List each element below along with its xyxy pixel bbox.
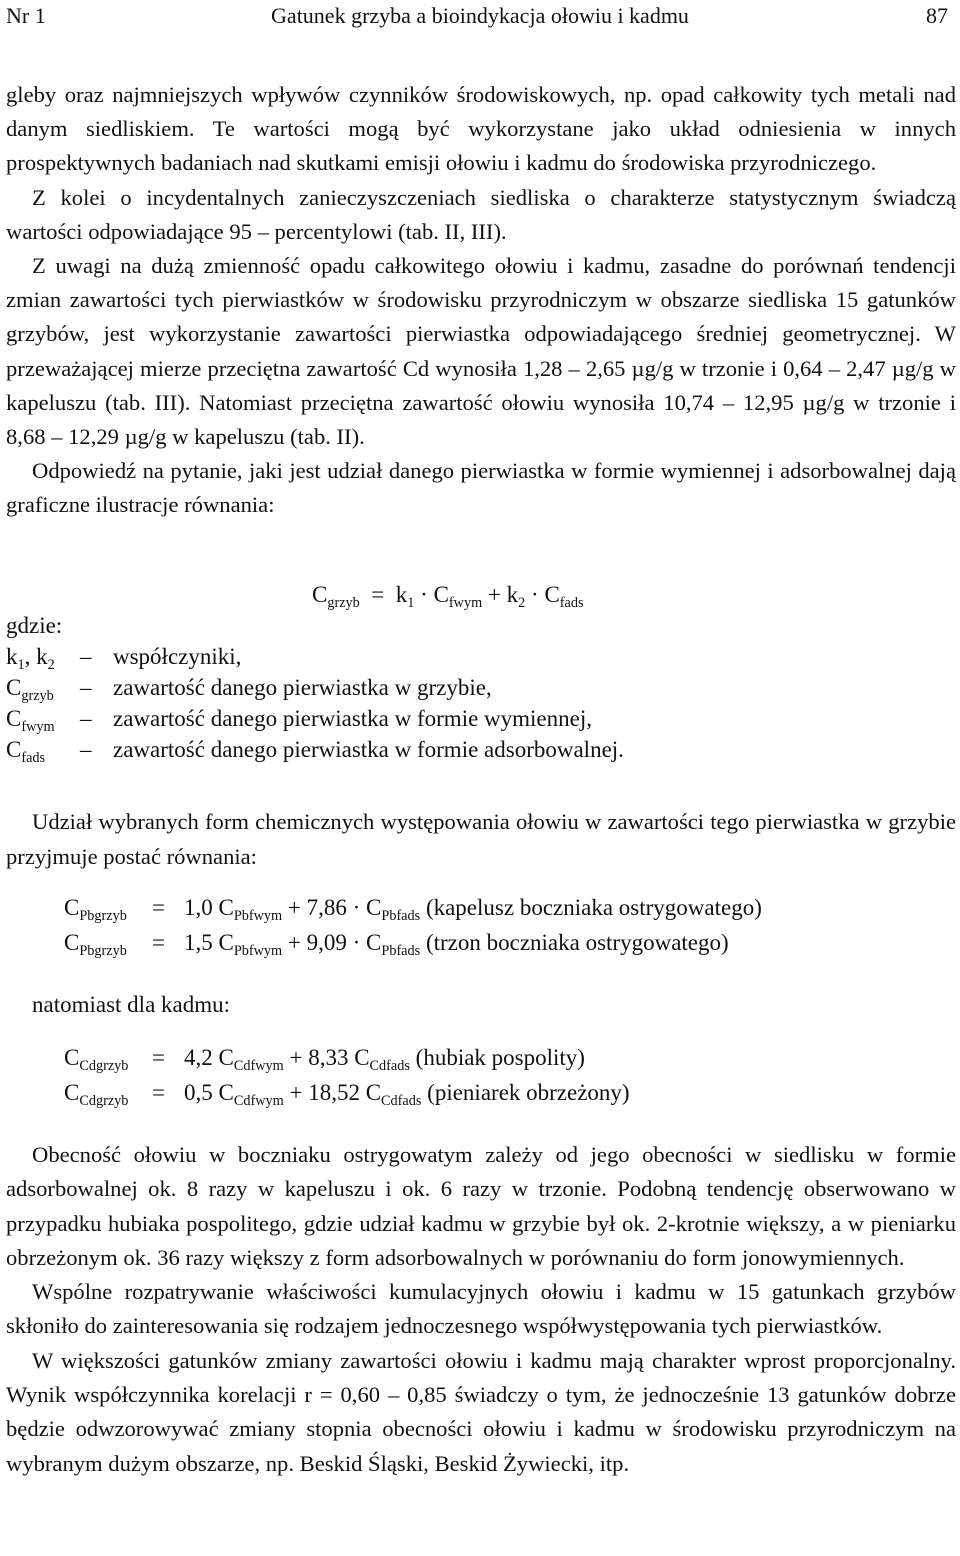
cadmium-intro: natomiast dla kadmu: <box>32 992 231 1017</box>
running-title: Gatunek grzyba a bioindykacja ołowiu i kadmu <box>271 3 689 28</box>
issue-number: Nr 1 <box>6 3 46 28</box>
paragraph: Z kolei o incydentalnych zanieczyszczeniach siedliska o charakterze statystycznym świadczą wartości odpowiadające 95 – percentylowi (tab. II, III). <box>6 184 956 244</box>
paragraph: Udział wybranych form chemicznych występowania ołowiu w zawartości tego pierwiastka w grzybie przyjmuje postać równania: <box>6 809 956 869</box>
page-number: 87 <box>926 3 948 28</box>
paragraph: Odpowiedź na pytanie, jaki jest udział danego pierwiastka w formie wymiennej i adsorbowalnej dają graficzne ilustracje równania: <box>6 458 956 518</box>
body-text-1 <box>6 78 956 523</box>
equation-general: $C_{grzyb} = k_1 \cdot C_{fwym} + k_2 \cdot C_{fads}$ <box>312 582 584 611</box>
paragraph: W większości gatunków zmiany zawartości ołowiu i kadmu mają charakter wprost proporcjonalny. Wynik współczynnika korelacji r = 0,60 – 0,85 świadczy o tym, że jednocześnie 13 gatunków dobrze będzie odwzorowywać zmiany stopnia obecności ołowiu i kadmu w środowisku przyrodniczym na wybranym dużym obszarze, np. Beskid Śląski, Beskid Żywiecki, itp. <box>6 1347 956 1476</box>
paragraph: gleby oraz najmniejszych wpływów czynników środowiskowych, np. opad całkowity tych metali nad danym siedliskiem. Te wartości mogą być wykorzystane jako układ odniesienia w innych prospektywnych badaniach nad skutkami emisji ołowiu i kadmu do środowiska przyrodniczego. <box>6 82 956 176</box>
paragraph: Z uwagi na dużą zmienność opadu całkowitego ołowiu i kadmu, zasadne do porównań tendencji zmian zawartości tych pierwiastków w środowisku przyrodniczym w obszarze siedliska 15 gatunków grzybów, jest wykorzystanie zawartości pierwiastka odpowiadającego średniej geometrycznej. W przeważającej mierze przeciętna zawartość Cd wynosiła 1,28 – 2,65 µg/g w trzonie i 0,64 – 2,47 µg/g w kapeluszu (tab. III). Natomiast przeciętna zawartość ołowiu wynosiła 10,74 – 12,95 µg/g w trzonie i 8,68 – 12,29 µg/g w kapeluszu (tab. II). <box>6 253 956 450</box>
paragraph: Wspólne rozpatrywanie właściwości kumulacyjnych ołowiu i kadmu w 15 gatunkach grzybów skłoniło do zainteresowania się rodzajem jednoczesnego współwystępowania tych pierwiastków. <box>6 1279 956 1339</box>
paragraph: Obecność ołowiu w boczniaku ostrygowatym zależy od jego obecności w siedlisku w formie adsorbowalnej ok. 8 razy w kapeluszu i ok. 6 razy w trzonie. Podobną tendencję obserwowano w przypadku hubiaka pospolitego, gdzie udział kadmu w grzybie był ok. 2-krotnie większy, a w pieniarku obrzeżonym ok. 36 razy większy z form adsorbowalnych w porównaniu do form jonowymiennych. <box>6 1142 956 1270</box>
body-text-3 <box>6 1138 956 1481</box>
page-header <box>6 2 954 36</box>
